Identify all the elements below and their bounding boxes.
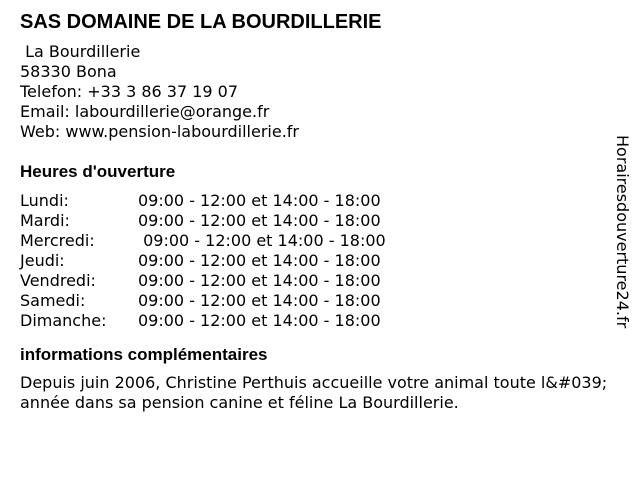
day-label: Jeudi: (20, 251, 65, 270)
day-label: Lundi: (20, 191, 69, 210)
opening-hours-heading: Heures d'ouverture (20, 162, 176, 181)
hours-value: 09:00 - 12:00 et 14:00 - 18:00 (138, 271, 381, 290)
hours-value: 09:00 - 12:00 et 14:00 - 18:00 (138, 291, 381, 310)
hours-row-sunday (20, 311, 386, 331)
day-label: Samedi: (20, 291, 86, 310)
opening-hours-table (20, 191, 386, 331)
hours-value: 09:00 - 12:00 et 14:00 - 18:00 (138, 231, 386, 250)
hours-value: 09:00 - 12:00 et 14:00 - 18:00 (138, 211, 381, 230)
additional-info-heading: informations complémentaires (20, 345, 268, 364)
hours-row-saturday (20, 291, 386, 311)
hours-row-thursday (20, 251, 386, 271)
website-address: Web: www.pension-labourdillerie.fr (20, 122, 299, 141)
hours-row-tuesday (20, 211, 386, 231)
hours-value: 09:00 - 12:00 et 14:00 - 18:00 (138, 191, 381, 210)
day-label: Mardi: (20, 211, 70, 230)
additional-info-text: Depuis juin 2006, Christine Perthuis accueille votre animal toute l&#039;année dans sa pension canine et féline La Bourdillerie. (20, 373, 608, 412)
day-label: Mercredi: (20, 231, 95, 250)
site-watermark: Horairesdouverture24.fr (613, 135, 632, 329)
day-label: Vendredi: (20, 271, 96, 290)
business-name: SAS DOMAINE DE LA BOURDILLERIE (20, 11, 382, 33)
day-label: Dimanche: (20, 311, 107, 330)
hours-row-friday (20, 271, 386, 291)
hours-value: 09:00 - 12:00 et 14:00 - 18:00 (138, 251, 381, 270)
hours-row-monday (20, 191, 386, 211)
business-card (20, 10, 610, 413)
street-address: La Bourdillerie (20, 42, 141, 61)
address-block (20, 42, 610, 142)
phone-number: Telefon: +33 3 86 37 19 07 (20, 82, 239, 101)
hours-row-wednesday (20, 231, 386, 251)
email-address: Email: labourdillerie@orange.fr (20, 102, 270, 121)
city-address: 58330 Bona (20, 62, 117, 81)
hours-value: 09:00 - 12:00 et 14:00 - 18:00 (138, 311, 381, 330)
